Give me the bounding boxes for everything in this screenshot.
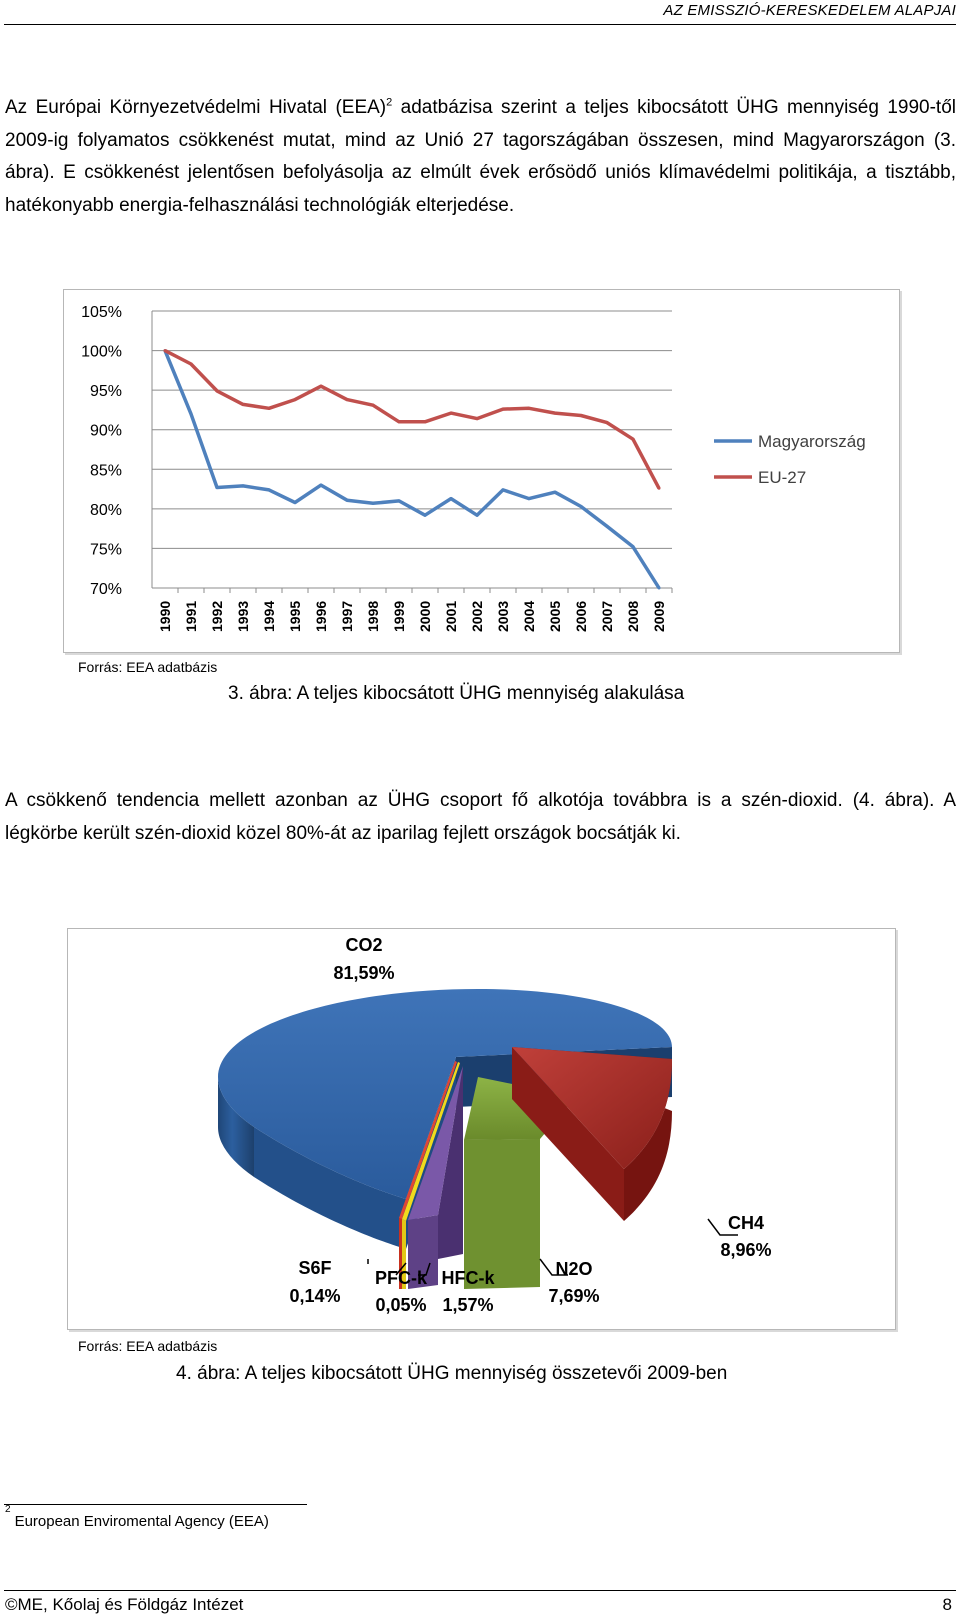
hfc-label: HFC-k [441, 1268, 495, 1288]
x-tick-label: 2006 [573, 600, 589, 632]
data-point [424, 514, 427, 517]
data-point [190, 412, 193, 415]
data-point [450, 412, 453, 415]
y-tick-label: 95% [89, 383, 122, 401]
data-point [450, 497, 453, 500]
data-point [320, 385, 323, 388]
n2o-label: N2O [555, 1259, 593, 1279]
figure4-source: Forrás: EEA adatbázis [78, 1338, 218, 1354]
figure3-source: Forrás: EEA adatbázis [78, 659, 218, 675]
x-tick-label: 2001 [443, 600, 459, 632]
legend-label: EU-27 [758, 468, 807, 487]
running-header-title: AZ EMISSZIÓ-KERESKEDELEM ALAPJAI [663, 2, 956, 19]
x-tick-label: 1991 [183, 600, 199, 632]
data-point [502, 408, 505, 411]
page-number: 8 [942, 1595, 952, 1614]
data-point [268, 488, 271, 491]
pie-chart [68, 929, 895, 1329]
co2-value: 81,59% [333, 963, 395, 983]
footer-copyright: ©ME, Kőolaj és Földgáz Intézet [5, 1595, 244, 1614]
x-tick-label: 2004 [521, 600, 537, 632]
x-tick-label: 2000 [417, 600, 433, 632]
x-tick-label: 1993 [235, 600, 251, 632]
data-point [398, 499, 401, 502]
data-point [502, 488, 505, 491]
footnote-divider [4, 1504, 307, 1505]
y-tick-label: 70% [89, 581, 122, 598]
series-line-eu27 [165, 351, 659, 489]
x-tick-label: 1997 [339, 600, 355, 632]
data-point [528, 407, 531, 410]
data-point [606, 421, 609, 424]
data-point [320, 484, 323, 487]
data-point [580, 414, 583, 417]
y-tick-label: 100% [81, 343, 122, 361]
co2-label: CO2 [345, 935, 383, 955]
x-tick-label: 1999 [391, 600, 407, 632]
data-point [346, 499, 349, 502]
intro-text-start: Az Európai Környezetvédelmi Hivatal (EEA) [5, 97, 387, 118]
data-point [216, 389, 219, 392]
data-point [658, 587, 661, 590]
y-tick-label: 85% [89, 462, 122, 480]
y-tick-label: 80% [89, 501, 122, 519]
data-point [216, 486, 219, 489]
data-point [398, 420, 401, 423]
data-point [242, 484, 245, 487]
x-tick-label: 2002 [469, 600, 485, 632]
data-point [346, 398, 349, 401]
footnote-reference[interactable]: 2 [386, 96, 393, 109]
hfc-value: 1,57% [442, 1295, 494, 1315]
x-tick-label: 1992 [209, 600, 225, 632]
footer-divider [4, 1590, 956, 1591]
data-point [242, 403, 245, 406]
co2-paragraph: A csökkenő tendencia mellett azonban az ÜHG csoport fő alkotója továbbra is a szén-dioxid. (4. ábra). A légkörbe került szén-dioxid közel 80%-át az iparilag fejlett országok bocsátják ki. [5, 790, 956, 844]
figure3-caption: 3. ábra: A teljes kibocsátott ÜHG mennyiség alakulása [228, 683, 685, 704]
y-tick-label: 105% [81, 304, 122, 321]
data-point [554, 412, 557, 415]
data-point [632, 438, 635, 441]
footnote-text: European Enviromental Agency (EEA) [14, 1513, 269, 1530]
data-point [632, 545, 635, 548]
figure4-caption: 4. ábra: A teljes kibocsátott ÜHG mennyiség összetevői 2009-ben [176, 1363, 728, 1384]
x-tick-label: 2007 [599, 600, 615, 632]
ch4-value: 8,96% [720, 1240, 772, 1260]
data-point [424, 420, 427, 423]
data-point [554, 491, 557, 494]
x-tick-label: 2008 [625, 600, 641, 632]
footnote [5, 1504, 269, 1530]
data-point [606, 525, 609, 528]
x-tick-label: 2003 [495, 600, 511, 632]
pie-chart-frame [67, 928, 896, 1330]
x-tick-label: 1995 [287, 600, 303, 632]
data-point [528, 497, 531, 500]
data-point [372, 502, 375, 505]
data-point [294, 501, 297, 504]
y-tick-label: 90% [89, 422, 122, 440]
data-point [658, 487, 661, 490]
data-point [476, 417, 479, 420]
data-point [190, 363, 193, 366]
legend-label: Magyarország [758, 432, 866, 451]
data-point [476, 514, 479, 517]
data-point [164, 349, 167, 352]
data-point [580, 505, 583, 508]
x-tick-label: 2005 [547, 600, 563, 632]
x-tick-label: 1996 [313, 600, 329, 632]
s6f-label: S6F [298, 1258, 332, 1278]
header-divider [4, 24, 956, 25]
s6f-value: 0,14% [289, 1286, 341, 1306]
n2o-value: 7,69% [548, 1286, 600, 1306]
data-point [268, 407, 271, 410]
intro-paragraph [5, 92, 956, 222]
line-chart-frame [63, 289, 900, 653]
pfc-value: 0,05% [375, 1295, 427, 1315]
x-tick-label: 1998 [365, 600, 381, 632]
x-tick-label: 2009 [651, 600, 667, 632]
line-chart [64, 290, 899, 652]
data-point [294, 398, 297, 401]
x-tick-label: 1990 [157, 600, 173, 632]
ch4-label: CH4 [727, 1213, 765, 1233]
y-tick-label: 75% [89, 541, 122, 559]
pfc-label: PFC-k [374, 1268, 428, 1288]
data-point [372, 404, 375, 407]
x-tick-label: 1994 [261, 600, 277, 632]
footnote-number: 2 [5, 1504, 11, 1515]
intro-text-rest: adatbázisa szerint a teljes kibocsátott ÜHG mennyiség 1990-től 2009-ig folyamatos csökkenést mutat, mind az Unió 27 tagországában összesen, mind Magyarországon (3. ábra). E csökkenést jelentősen befolyásolja az elmúlt évek erősödő uniós klímavédelmi politikája, a tisztább, hatékonyabb energia-felhasználási technológiák elterjedése. [5, 97, 957, 216]
